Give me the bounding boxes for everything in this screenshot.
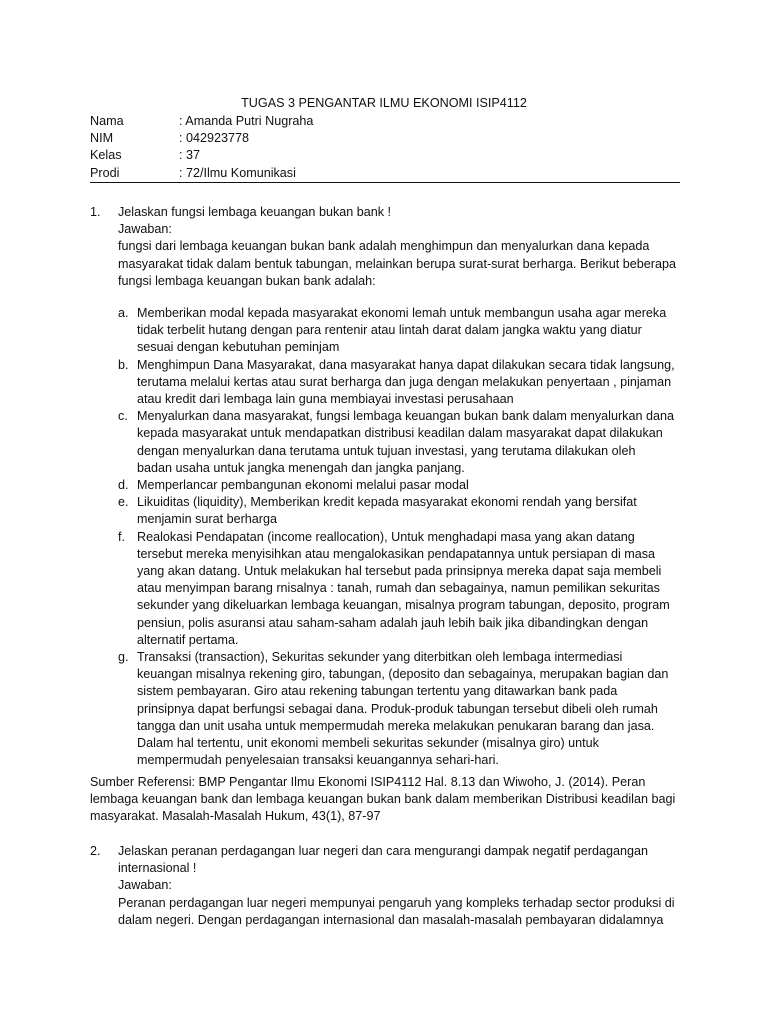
info-row-nama bbox=[90, 113, 313, 130]
text-line: tidak terbelit hutang dengan para rentenir atau lintah darat dalam jangka waktu yang diatur bbox=[137, 323, 642, 338]
question-number: 1. bbox=[90, 205, 101, 219]
answer-label: Jawaban: bbox=[118, 878, 172, 893]
list-item bbox=[118, 529, 680, 649]
list bbox=[118, 305, 680, 769]
list-text bbox=[137, 529, 680, 649]
text-line: menjamin surat berharga bbox=[137, 512, 278, 527]
text-line: Likuiditas (liquidity), Memberikan kredit kepada masyarakat ekonomi rendah yang bersifat bbox=[137, 495, 637, 510]
question-body bbox=[118, 843, 680, 929]
text-line: badan usaha untuk jangka menengah dan jangka panjang. bbox=[137, 460, 465, 475]
text-line: tersebut mereka menyisihkan atau mengalokasikan pendapatannya untuk persiapan di masa bbox=[137, 546, 656, 561]
text-line: dalam negeri. Dengan perdagangan internasional dan masalah-masalah pembayaran didalamnya bbox=[118, 912, 664, 927]
text-line: prinsipnya dapat berfungsi sebagai dana. Produk-produk tabungan tersebut dibeli oleh rumah bbox=[137, 701, 658, 716]
list-letter: c. bbox=[118, 409, 128, 424]
text-line: Dalam hal tertentu, unit ekonomi membeli sekuritas sekunder (misalnya giro) untuk bbox=[137, 736, 599, 751]
text-line: atau kredit dari lembaga lain guna membiayai investasi perusahaan bbox=[137, 392, 514, 407]
text-line: Menyalurkan dana masyarakat, fungsi lembaga keuangan bukan bank dalam menyalurkan dana bbox=[137, 409, 674, 424]
text-line: kepada masyarakat untuk mendapatkan distribusi keadilan dalam masyarakat dapat dilakukan bbox=[137, 426, 663, 441]
list-item bbox=[118, 305, 680, 357]
question-number: 2. bbox=[90, 844, 101, 858]
info-value: : 042923778 bbox=[179, 131, 250, 146]
list-text bbox=[137, 477, 680, 494]
document-title: TUGAS 3 PENGANTAR ILMU EKONOMI ISIP4112 bbox=[241, 96, 527, 110]
list-text bbox=[137, 305, 680, 357]
text-line: Jelaskan peranan perdagangan luar negeri dan cara mengurangi dampak negatif perdagangan bbox=[118, 844, 649, 858]
list-text bbox=[137, 494, 680, 528]
text-line: Transaksi (transaction), Sekuritas sekunder yang diterbitkan oleh lembaga intermediasi bbox=[137, 650, 623, 665]
text-line: Sumber Referensi: BMP Pengantar Ilmu Ekonomi ISIP4112 Hal. 8.13 dan Wiwoho, J. (2014). Peran bbox=[90, 775, 646, 789]
text-line: sekunder yang dikeluarkan lembaga keuangan, misalnya program tabungan, deposito, program bbox=[137, 598, 670, 613]
list-item bbox=[118, 357, 680, 409]
info-label: Nama bbox=[90, 114, 124, 128]
info-label: NIM bbox=[90, 131, 114, 146]
text-line: fungsi lembaga keuangan bukan bank adalah: bbox=[118, 273, 376, 288]
text-line: terutama melalui kertas atau surat berharga dan juga dengan melakukan penyertaan , pinjaman bbox=[137, 374, 672, 389]
list-letter: f. bbox=[118, 529, 125, 544]
text-line: Memperlancar pembangunan ekonomi melalui pasar modal bbox=[137, 478, 469, 493]
list-item bbox=[118, 408, 680, 477]
list-letter: e. bbox=[118, 495, 129, 510]
question-text: Jelaskan fungsi lembaga keuangan bukan bank ! bbox=[118, 205, 392, 219]
text-line: keuangan misalnya rekening giro, tabungan, (deposito dan sebagainya, merupakan bagian dan bbox=[137, 667, 669, 682]
text-line: pensiun, polis asuransi atau saham-saham adalah jauh lebih baik jika dibandingkan dengan bbox=[137, 615, 649, 630]
text-line: Memberikan modal kepada masyarakat ekonomi lemah untuk membangun usaha agar mereka bbox=[137, 306, 667, 320]
text-line: Peranan perdagangan luar negeri mempunyai pengaruh yang kompleks terhadap sector produksi di bbox=[118, 895, 675, 910]
question-2 bbox=[90, 843, 680, 929]
text-line: Realokasi Pendapatan (income reallocation), Untuk menghadapi masa yang akan datang bbox=[137, 529, 635, 544]
answer-label: Jawaban: bbox=[118, 222, 172, 237]
text-line: alternatif pertama. bbox=[137, 632, 239, 647]
list-item bbox=[118, 649, 680, 769]
text-line: Menghimpun Dana Masyarakat, dana masyarakat hanya dapat dilakukan secara tidak langsung, bbox=[137, 357, 675, 372]
list-letter: d. bbox=[118, 478, 129, 493]
list-text bbox=[137, 357, 680, 409]
question-1 bbox=[90, 204, 680, 290]
list-letter: a. bbox=[118, 306, 129, 320]
text-line: sistem pembayaran. Giro atau rekening tabungan tertentu yang ditawarkan bank pada bbox=[137, 684, 618, 699]
reference-text bbox=[90, 774, 680, 826]
info-row-prodi bbox=[90, 165, 313, 182]
answer-intro bbox=[118, 238, 680, 290]
list-letter: b. bbox=[118, 357, 129, 372]
text-line: mempermudah penyelesaian transaksi keuangannya sehari-hari. bbox=[137, 753, 499, 768]
list-item bbox=[118, 477, 680, 494]
text-line: masyarakat tidak dalam bentuk tabungan, melainkan berupa surat-surat berharga. Berikut beberapa bbox=[118, 256, 676, 271]
text-line: lembaga keuangan bank dan lembaga keuangan bukan bank dalam memberikan Distribusi keadilan bagi bbox=[90, 792, 676, 807]
info-row-nim bbox=[90, 130, 313, 147]
text-line: masyarakat. Masalah-Masalah Hukum, 43(1), 87-97 bbox=[90, 809, 381, 824]
question-body bbox=[118, 204, 680, 290]
info-label: Kelas bbox=[90, 148, 122, 163]
info-value: : Amanda Putri Nugraha bbox=[179, 114, 314, 128]
list-text bbox=[137, 649, 680, 769]
text-line: dengan menyalurkan dana terutama untuk tujuan investasi, yang terutama dilakukan oleh bbox=[137, 443, 636, 458]
text-line: yang akan datang. Untuk melakukan hal tersebut pada prinsipnya mereka dapat saja membeli bbox=[137, 564, 662, 579]
list-item bbox=[118, 494, 680, 528]
info-label: Prodi bbox=[90, 165, 120, 180]
function-list bbox=[90, 305, 680, 769]
info-row-kelas bbox=[90, 147, 313, 164]
student-info bbox=[90, 113, 313, 182]
text-line: sesuai dengan kebutuhan peminjam bbox=[137, 340, 340, 355]
list-text bbox=[137, 408, 680, 477]
text-line: internasional ! bbox=[118, 861, 197, 876]
header-divider bbox=[90, 182, 680, 183]
list-letter: g. bbox=[118, 650, 129, 665]
info-value: : 37 bbox=[179, 148, 201, 163]
info-value: : 72/Ilmu Komunikasi bbox=[179, 165, 296, 180]
text-line: atau menyimpan barang rnisalnya : tanah, rumah dan sebagainya, namun pemilikan sekuritas bbox=[137, 581, 660, 596]
text-line: fungsi dari lembaga keuangan bukan bank adalah menghimpun dan menyalurkan dana kepada bbox=[118, 239, 650, 254]
text-line: tangga dan unit usaha untuk mempermudah mereka melakukan penukaran barang dan jasa. bbox=[137, 718, 655, 733]
